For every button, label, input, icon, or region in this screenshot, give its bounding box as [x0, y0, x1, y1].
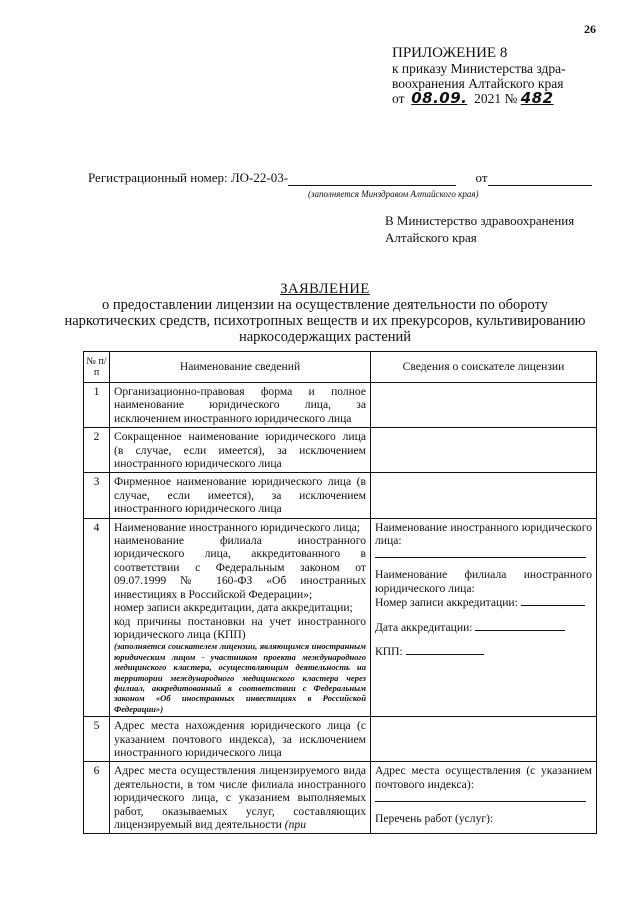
header-info: Сведения о соискателе лицензии [371, 352, 597, 383]
kpp-field[interactable] [406, 644, 484, 655]
application-table [83, 351, 597, 834]
page-number: 26 [584, 22, 596, 36]
handwritten-date: 08.09. [411, 89, 468, 107]
registration-line [88, 170, 592, 186]
row-number: 3 [84, 473, 110, 518]
row-name: Адрес места нахождения юридического лица (с указанием почтового индекса), за исключением иностранного юридического лица [110, 717, 371, 762]
registration-from: от [475, 170, 488, 185]
header-name: Наименование сведений [110, 352, 371, 383]
kpp-label: КПП: [375, 645, 403, 659]
appendix-line-2: воохранения Алтайского края [392, 76, 564, 91]
row-info-field[interactable] [371, 428, 597, 473]
row-number: 4 [84, 518, 110, 717]
activity-address-field[interactable] [375, 791, 586, 802]
accreditation-number-label: Номер записи аккредитации: [375, 596, 518, 610]
row4-name-part-2: наименование филиала иностранного юридического лица, аккредитованного в соответствии с Федеральным законом от 09.07.1999 № 160-ФЗ «Об иностранных инвестициях в Российской Федерации»; [114, 534, 366, 601]
foreign-entity-name-field[interactable] [375, 547, 586, 558]
handwritten-number: 482 [520, 89, 554, 107]
appendix-block [392, 46, 602, 106]
table-header-row [84, 352, 597, 383]
registration-note: (заполняется Минздравом Алтайского края) [308, 189, 479, 199]
row-name: Организационно-правовая форма и полное наименование юридического лица, за исключением иностранного юридического лица [110, 383, 371, 428]
registration-number-blank [288, 172, 456, 186]
addressee-line-1: В Министерство здравоохранения [385, 213, 575, 228]
appendix-line-1: к приказу Министерства здра- [392, 61, 566, 76]
row-info-field[interactable] [371, 473, 597, 518]
table-row [84, 717, 597, 762]
row4-name-part-3: номер записи аккредитации, дата аккредитации; [114, 601, 353, 615]
header-number: № п/п [84, 352, 110, 383]
appendix-year: 2021 № [474, 91, 518, 106]
accreditation-date-label: Дата аккредитации: [375, 620, 473, 634]
row-name [110, 518, 371, 717]
row-number: 5 [84, 717, 110, 762]
row-info-field[interactable] [371, 383, 597, 428]
registration-date-blank [488, 172, 592, 186]
works-list-label: Перечень работ (услуг): [375, 812, 494, 826]
appendix-from: от [392, 91, 405, 106]
table-row [84, 473, 597, 518]
accreditation-date-field[interactable] [475, 620, 565, 631]
appendix-title: ПРИЛОЖЕНИЕ 8 [392, 45, 508, 61]
table-row [84, 518, 597, 717]
foreign-entity-name-label: Наименование иностранного юридического лица: [375, 520, 592, 548]
accreditation-number-field[interactable] [521, 595, 585, 606]
addressee-line-2: Алтайского края [385, 230, 477, 245]
table-row [84, 383, 597, 428]
title-main: ЗАЯВЛЕНИЕ [280, 281, 370, 297]
row-number: 1 [84, 383, 110, 428]
kpp-row [375, 644, 592, 658]
row-name: Фирменное наименование юридического лица (в случае, если имеется), за исключением иностранного юридического лица [110, 473, 371, 518]
row4-name-part-4: код причины постановки на учет иностранного юридического лица (КПП) [114, 614, 366, 641]
row4-note: (заполняется соискателем лицензии, являющимся иностранным юридическим лицом - участником проекта международного медицинского кластера, осуществляющим деятельность на территории международного медицинского кластера через филиал, аккредитованный в соответствии с Федеральным законом «Об иностранных инвестициях в Российской Федерации») [114, 641, 366, 714]
branch-name-label: Наименование филиала иностранного юридического лица: [375, 568, 592, 595]
activity-address-label: Адрес места осуществления (с указанием почтового индекса): [375, 764, 592, 791]
table-row [84, 428, 597, 473]
title-sub: о предоставлении лицензии на осуществление деятельности по обороту наркотических средств, психотропных веществ и их прекурсоров, культивированию наркосодержащих растений [64, 297, 586, 345]
table-row [84, 762, 597, 834]
row-info [371, 762, 597, 834]
addressee [385, 212, 605, 246]
row-info [371, 518, 597, 717]
row6-name-tail: (при [284, 818, 307, 831]
row-number: 2 [84, 428, 110, 473]
document-title [60, 281, 590, 345]
row6-name: Адрес места осуществления лицензируемого вида деятельности, в том числе филиала иностранного юридического лица, с указанием выполняемых работ, оказываемых услуг, составляющих лицензируемый вид деятельности [114, 764, 366, 831]
registration-label: Регистрационный номер: ЛО-22-03- [88, 170, 289, 185]
accreditation-number-row [375, 595, 592, 609]
appendix-date-line [392, 91, 602, 106]
row-number: 6 [84, 762, 110, 834]
row-name: Сокращенное наименование юридического лица (в случае, если имеется), за исключением иностранного юридического лица [110, 428, 371, 473]
row4-name-part-1: Наименование иностранного юридического лица; [114, 520, 361, 534]
row-name [110, 762, 371, 834]
row-info-field[interactable] [371, 717, 597, 762]
accreditation-date-row [375, 620, 592, 634]
